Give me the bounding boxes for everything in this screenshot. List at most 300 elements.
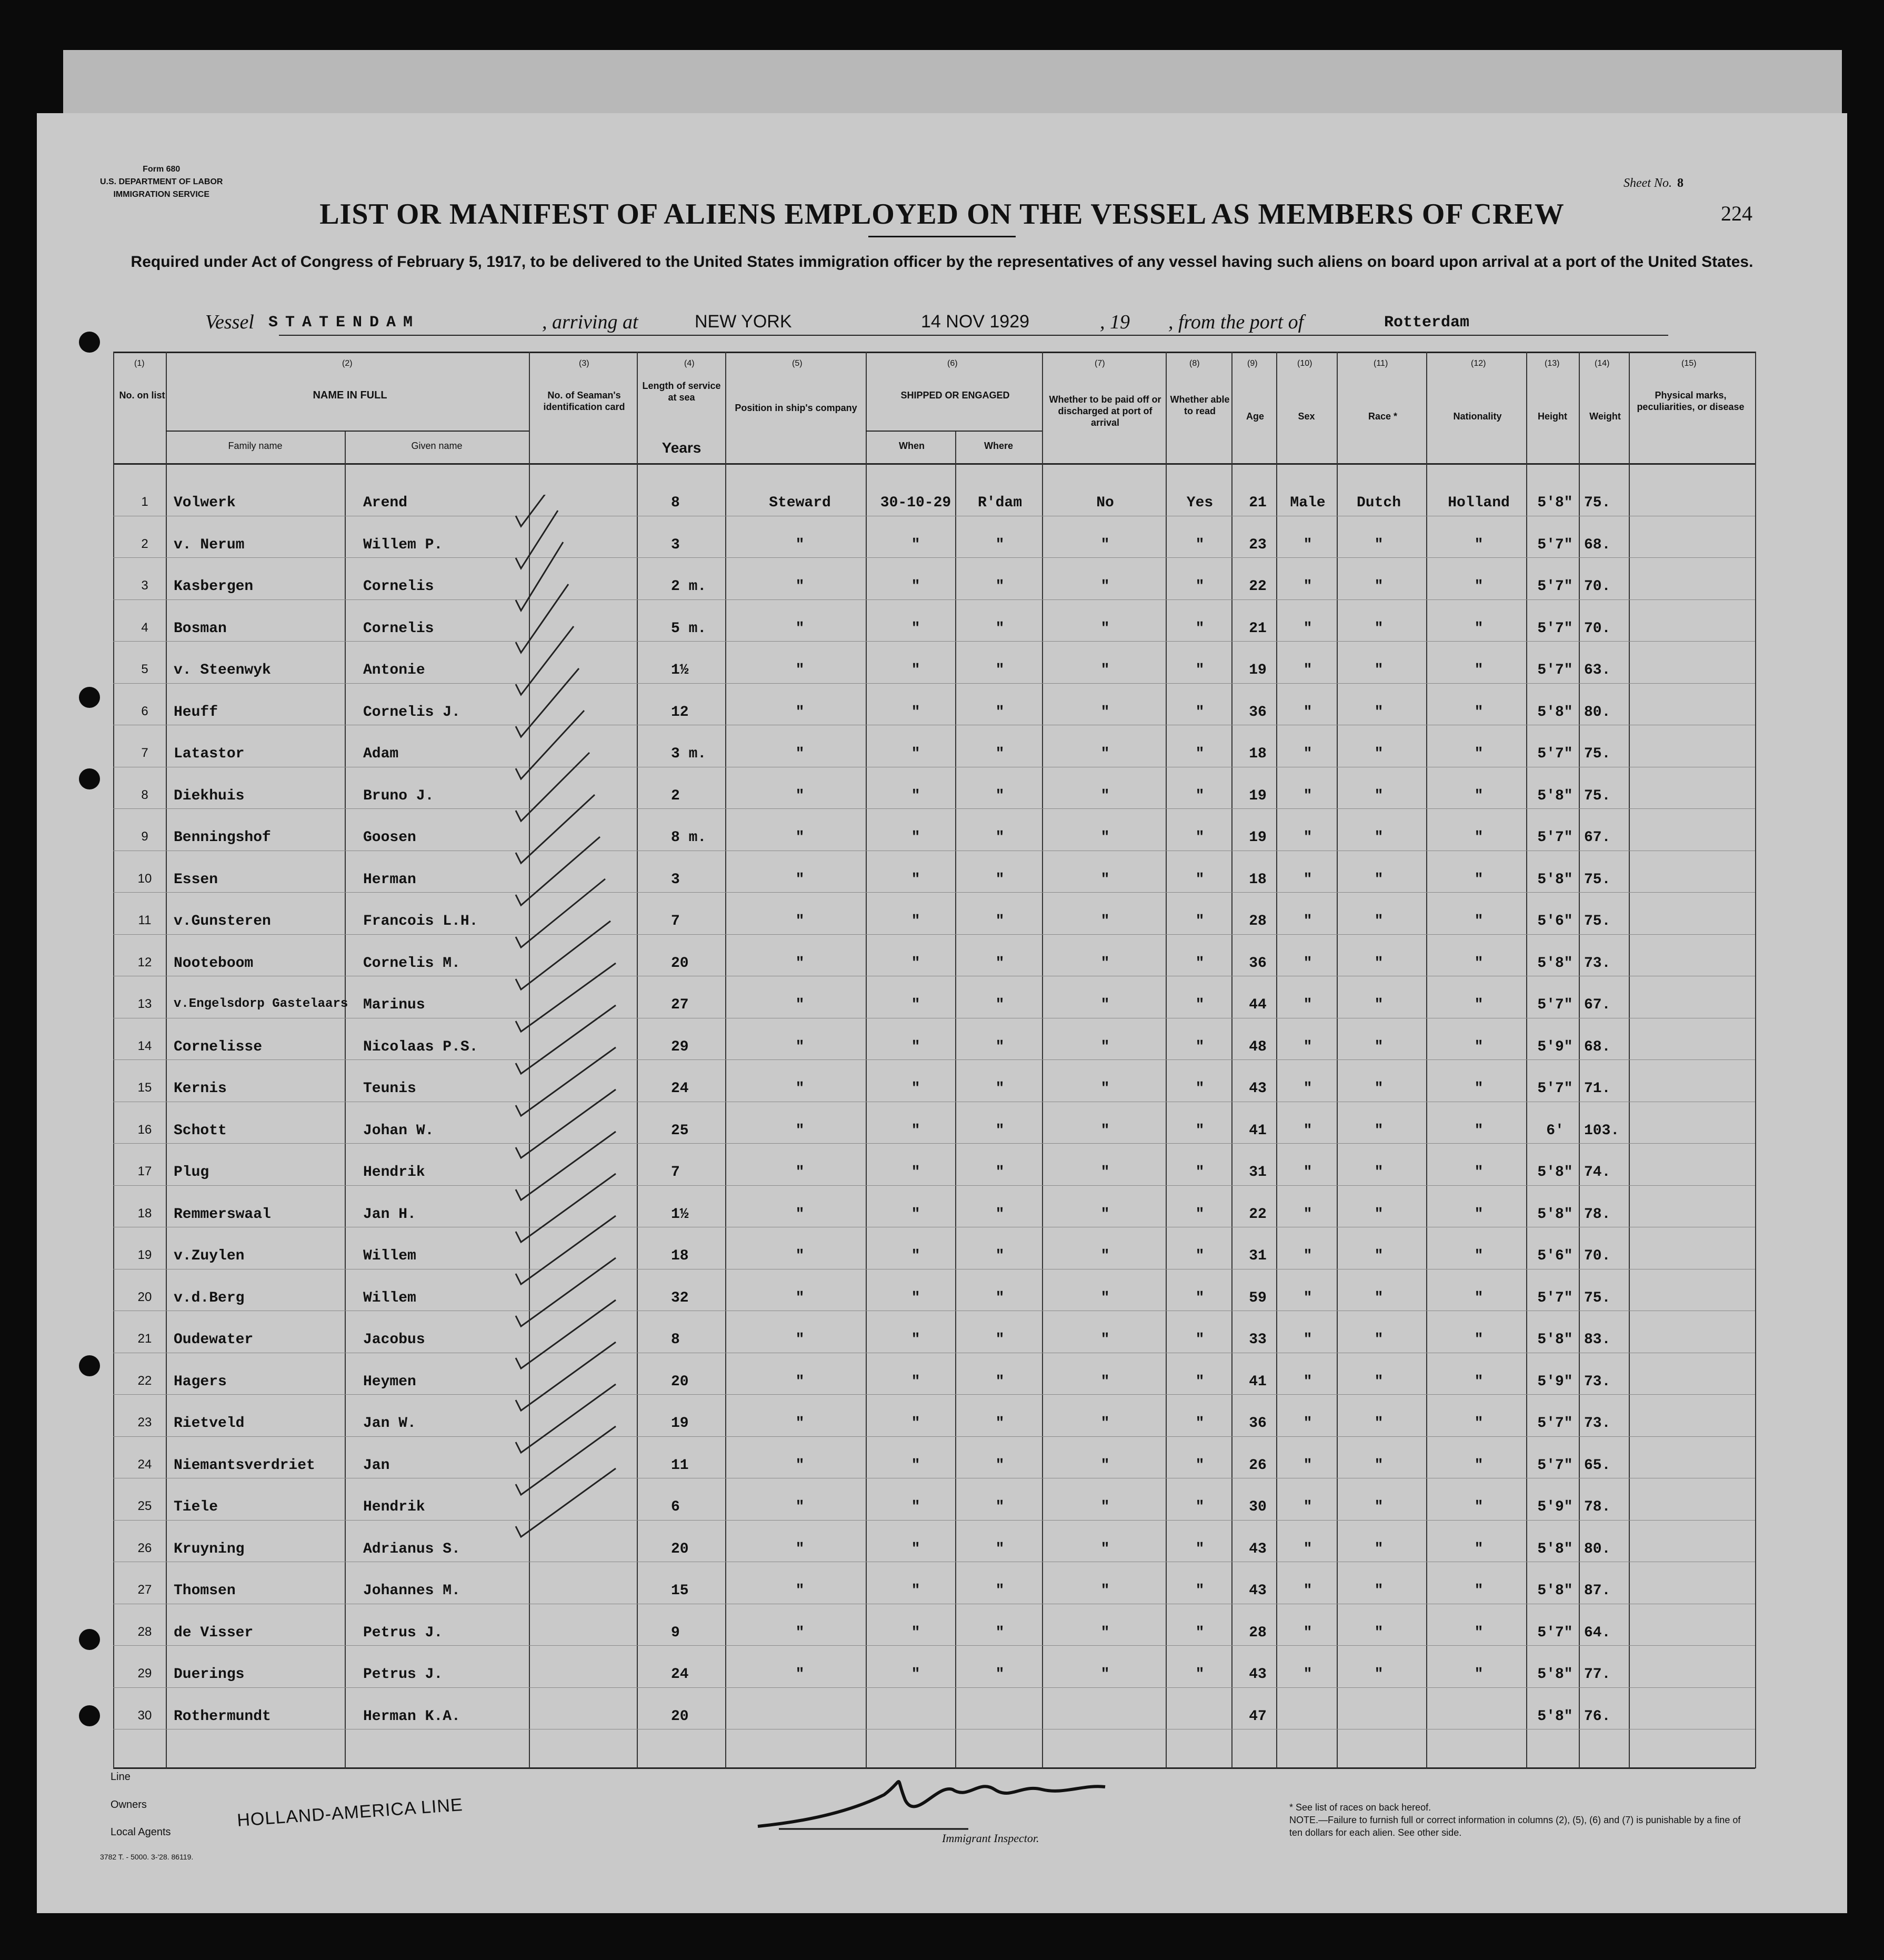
sex-cell: " bbox=[1303, 746, 1312, 762]
header-where: Where bbox=[984, 441, 1013, 451]
family-name-cell: Nooteboom bbox=[174, 955, 254, 972]
header-position: Position in ship's company bbox=[735, 403, 857, 413]
family-name-cell: v.Zuylen bbox=[174, 1248, 245, 1264]
height-cell: 5'7" bbox=[1537, 620, 1573, 637]
race-note: * See list of races on back hereof. bbox=[1289, 1802, 1431, 1813]
race-cell: Dutch bbox=[1356, 495, 1401, 511]
race-cell: " bbox=[1374, 1038, 1384, 1055]
height-cell: 5'7" bbox=[1537, 1081, 1573, 1097]
position-cell: " bbox=[795, 1624, 805, 1641]
shipped-when-cell: " bbox=[911, 1038, 920, 1055]
length-of-service-cell: 8 m. bbox=[671, 829, 707, 846]
age-cell: 41 bbox=[1249, 1122, 1267, 1139]
nationality-cell: " bbox=[1474, 578, 1484, 595]
given-name-cell: Adam bbox=[363, 746, 399, 762]
height-cell: 5'7" bbox=[1537, 997, 1573, 1013]
race-cell: " bbox=[1374, 997, 1384, 1013]
age-cell: 19 bbox=[1249, 787, 1267, 804]
weight-cell: 75. bbox=[1584, 495, 1611, 511]
table-row bbox=[0, 641, 1884, 683]
row-number-cell: 24 bbox=[137, 1457, 152, 1472]
family-name-cell: Kernis bbox=[174, 1081, 227, 1097]
discharged-cell: " bbox=[1100, 620, 1110, 637]
shipped-when-cell: " bbox=[911, 1248, 920, 1264]
able-to-read-cell: " bbox=[1195, 997, 1205, 1013]
row-number-cell: 13 bbox=[137, 997, 152, 1011]
age-cell: 31 bbox=[1249, 1248, 1267, 1264]
race-cell: " bbox=[1374, 1457, 1384, 1474]
footer-notes bbox=[1289, 1801, 1752, 1839]
family-name-cell: Duerings bbox=[174, 1666, 245, 1683]
shipped-when-cell: " bbox=[911, 829, 920, 846]
sex-cell: " bbox=[1303, 1164, 1312, 1181]
able-to-read-cell: " bbox=[1195, 1081, 1205, 1097]
shipped-where-cell: " bbox=[995, 829, 1005, 846]
shipped-when-cell: " bbox=[911, 1541, 920, 1557]
shipped-when-cell: 30-10-29 bbox=[880, 495, 951, 511]
discharged-cell: " bbox=[1100, 1248, 1110, 1264]
sex-cell: " bbox=[1303, 1081, 1312, 1097]
table-row bbox=[0, 1185, 1884, 1227]
height-cell: 5'7" bbox=[1537, 578, 1573, 595]
row-number-cell: 15 bbox=[137, 1081, 152, 1095]
age-cell: 43 bbox=[1249, 1081, 1267, 1097]
binding-hole bbox=[79, 1355, 100, 1376]
family-name-cell: Diekhuis bbox=[174, 787, 245, 804]
height-cell: 5'6" bbox=[1537, 1248, 1573, 1264]
table-row bbox=[0, 976, 1884, 1018]
shipped-where-cell: " bbox=[995, 704, 1005, 721]
family-name-cell: Kasbergen bbox=[174, 578, 254, 595]
position-cell: " bbox=[795, 787, 805, 804]
given-name-cell: Antonie bbox=[363, 662, 425, 678]
discharged-cell: " bbox=[1100, 1499, 1110, 1515]
shipped-where-cell: " bbox=[995, 1248, 1005, 1264]
height-cell: 5'9" bbox=[1537, 1499, 1573, 1515]
sex-cell: " bbox=[1303, 1457, 1312, 1474]
able-to-read-cell: " bbox=[1195, 536, 1205, 553]
position-cell: " bbox=[795, 1457, 805, 1474]
height-cell: 5'8" bbox=[1537, 1666, 1573, 1683]
header-length-units: Years bbox=[662, 439, 702, 456]
able-to-read-cell: " bbox=[1195, 1038, 1205, 1055]
length-of-service-cell: 3 bbox=[671, 536, 680, 553]
row-number-cell: 29 bbox=[137, 1666, 152, 1681]
inspector-label: Immigrant Inspector. bbox=[942, 1832, 1039, 1845]
binding-hole bbox=[79, 768, 100, 789]
table-row bbox=[0, 683, 1884, 725]
shipped-when-cell: " bbox=[911, 787, 920, 804]
nationality-cell: " bbox=[1474, 746, 1484, 762]
sheet-number bbox=[1624, 176, 1683, 191]
table-row bbox=[0, 851, 1884, 893]
position-cell: " bbox=[795, 829, 805, 846]
height-cell: 5'7" bbox=[1537, 536, 1573, 553]
discharged-cell: " bbox=[1100, 704, 1110, 721]
discharged-cell: " bbox=[1100, 1122, 1110, 1139]
length-of-service-cell: 18 bbox=[671, 1248, 689, 1264]
row-number-cell: 2 bbox=[141, 536, 148, 551]
age-cell: 19 bbox=[1249, 829, 1267, 846]
row-number-cell: 25 bbox=[137, 1499, 152, 1513]
sex-cell: " bbox=[1303, 955, 1312, 972]
table-row bbox=[0, 934, 1884, 976]
shipped-where-cell: " bbox=[995, 1415, 1005, 1432]
position-cell: " bbox=[795, 1122, 805, 1139]
discharged-cell: " bbox=[1100, 913, 1110, 929]
age-cell: 18 bbox=[1249, 746, 1267, 762]
race-cell: " bbox=[1374, 1081, 1384, 1097]
shipped-where-cell: " bbox=[995, 1332, 1005, 1348]
age-cell: 21 bbox=[1249, 620, 1267, 637]
title-underline bbox=[868, 236, 1016, 237]
sex-cell: " bbox=[1303, 871, 1312, 888]
sex-cell: " bbox=[1303, 997, 1312, 1013]
race-cell: " bbox=[1374, 1499, 1384, 1515]
form-meta bbox=[100, 163, 223, 201]
discharged-cell: " bbox=[1100, 1081, 1110, 1097]
able-to-read-cell: " bbox=[1195, 1373, 1205, 1390]
age-cell: 43 bbox=[1249, 1541, 1267, 1557]
age-cell: 31 bbox=[1249, 1164, 1267, 1181]
sex-cell: " bbox=[1303, 829, 1312, 846]
weight-cell: 63. bbox=[1584, 662, 1611, 678]
family-name-cell: v. Nerum bbox=[174, 536, 245, 553]
header-seaman-card: No. of Seaman's identification card bbox=[543, 390, 625, 412]
sex-cell: " bbox=[1303, 662, 1312, 678]
length-of-service-cell: 11 bbox=[671, 1457, 689, 1474]
family-name-cell: Volwerk bbox=[174, 495, 236, 511]
arriving-label: , arriving at bbox=[542, 311, 638, 333]
row-number-cell: 4 bbox=[141, 620, 148, 635]
row-number-cell: 14 bbox=[137, 1038, 152, 1053]
col-num-14: (14) bbox=[1595, 359, 1610, 368]
table-row bbox=[0, 1604, 1884, 1646]
given-name-cell: Willem bbox=[363, 1248, 416, 1264]
row-number-cell: 22 bbox=[137, 1373, 152, 1388]
header-race: Race * bbox=[1368, 411, 1398, 422]
able-to-read-cell: " bbox=[1195, 746, 1205, 762]
shipped-when-cell: " bbox=[911, 871, 920, 888]
length-of-service-cell: 1½ bbox=[671, 1206, 689, 1223]
header-length-service: Length of service at sea bbox=[642, 381, 721, 403]
shipped-where-cell: " bbox=[995, 1583, 1005, 1599]
nationality-cell: " bbox=[1474, 1332, 1484, 1348]
col-num-8: (8) bbox=[1189, 359, 1200, 368]
sex-cell: " bbox=[1303, 787, 1312, 804]
header-top-rule bbox=[113, 352, 1755, 353]
row-number-cell: 18 bbox=[137, 1206, 152, 1221]
height-cell: 5'7" bbox=[1537, 829, 1573, 846]
binding-hole bbox=[79, 332, 100, 353]
family-name-cell: Hagers bbox=[174, 1373, 227, 1390]
nationality-cell: " bbox=[1474, 997, 1484, 1013]
given-name-cell: Jan W. bbox=[363, 1415, 416, 1432]
discharged-cell: " bbox=[1100, 1373, 1110, 1390]
family-name-cell: Essen bbox=[174, 871, 218, 888]
weight-cell: 77. bbox=[1584, 1666, 1611, 1683]
family-name-cell: Benningshof bbox=[174, 829, 271, 846]
table-row bbox=[0, 1311, 1884, 1353]
discharged-cell: " bbox=[1100, 746, 1110, 762]
able-to-read-cell: " bbox=[1195, 1624, 1205, 1641]
table-row bbox=[0, 1436, 1884, 1478]
header-age: Age bbox=[1246, 411, 1264, 422]
position-cell: " bbox=[795, 1081, 805, 1097]
header-weight: Weight bbox=[1589, 411, 1621, 422]
vessel-name: STATENDAM bbox=[268, 314, 420, 332]
discharged-cell: No bbox=[1096, 495, 1114, 511]
weight-cell: 68. bbox=[1584, 1038, 1611, 1055]
length-of-service-cell: 5 m. bbox=[671, 620, 707, 637]
position-cell: " bbox=[795, 620, 805, 637]
col-num-15: (15) bbox=[1681, 359, 1697, 368]
position-cell: " bbox=[795, 662, 805, 678]
nationality-cell: " bbox=[1474, 662, 1484, 678]
position-cell: " bbox=[795, 997, 805, 1013]
company-stamp: HOLLAND-AMERICA LINE bbox=[236, 1795, 464, 1831]
age-cell: 36 bbox=[1249, 1415, 1267, 1432]
header-nationality: Nationality bbox=[1453, 411, 1502, 422]
discharged-cell: " bbox=[1100, 1415, 1110, 1432]
shipped-where-cell: " bbox=[995, 787, 1005, 804]
height-cell: 5'8" bbox=[1537, 1332, 1573, 1348]
sex-cell: " bbox=[1303, 578, 1312, 595]
discharged-cell: " bbox=[1100, 787, 1110, 804]
weight-cell: 75. bbox=[1584, 787, 1611, 804]
weight-cell: 83. bbox=[1584, 1332, 1611, 1348]
race-cell: " bbox=[1374, 1373, 1384, 1390]
sex-cell: " bbox=[1303, 1332, 1312, 1348]
discharged-cell: " bbox=[1100, 1541, 1110, 1557]
nationality-cell: " bbox=[1474, 1248, 1484, 1264]
length-of-service-cell: 29 bbox=[671, 1038, 689, 1055]
able-to-read-cell: " bbox=[1195, 829, 1205, 846]
table-row bbox=[0, 1353, 1884, 1395]
able-to-read-cell: " bbox=[1195, 704, 1205, 721]
row-number-cell: 12 bbox=[137, 955, 152, 969]
row-number-cell: 11 bbox=[138, 913, 152, 927]
family-name-cell: Rothermundt bbox=[174, 1708, 271, 1725]
sex-cell: " bbox=[1303, 536, 1312, 553]
length-of-service-cell: 3 bbox=[671, 871, 680, 888]
header-discharged: Whether to be paid off or discharged at port of arrival bbox=[1049, 394, 1161, 428]
nationality-cell: " bbox=[1474, 536, 1484, 553]
document-subtitle: Required under Act of Congress of February 5, 1917, to be delivered to the United States immigration officer by the representatives of any vessel having such aliens on board upon arrival at a port of the United States. bbox=[131, 253, 1753, 271]
table-row bbox=[0, 1227, 1884, 1269]
able-to-read-cell: " bbox=[1195, 1206, 1205, 1223]
height-cell: 5'8" bbox=[1537, 955, 1573, 972]
nationality-cell: Holland bbox=[1448, 495, 1510, 511]
shipped-where-cell: " bbox=[995, 1289, 1005, 1306]
shipped-where-cell: " bbox=[995, 1122, 1005, 1139]
binding-hole bbox=[79, 1629, 100, 1650]
discharged-cell: " bbox=[1100, 871, 1110, 888]
race-cell: " bbox=[1374, 829, 1384, 846]
weight-cell: 80. bbox=[1584, 704, 1611, 721]
age-cell: 41 bbox=[1249, 1373, 1267, 1390]
weight-cell: 75. bbox=[1584, 1289, 1611, 1306]
given-name-cell: Adrianus S. bbox=[363, 1541, 460, 1557]
discharged-cell: " bbox=[1100, 1457, 1110, 1474]
row-number-cell: 28 bbox=[137, 1624, 152, 1639]
position-cell: " bbox=[795, 536, 805, 553]
shipped-when-cell: " bbox=[911, 704, 920, 721]
nationality-cell: " bbox=[1474, 1081, 1484, 1097]
family-name-cell: Kruyning bbox=[174, 1541, 245, 1557]
weight-cell: 64. bbox=[1584, 1624, 1611, 1641]
nationality-cell: " bbox=[1474, 1373, 1484, 1390]
weight-cell: 73. bbox=[1584, 955, 1611, 972]
height-cell: 5'8" bbox=[1537, 1206, 1573, 1223]
nationality-cell: " bbox=[1474, 1122, 1484, 1139]
nationality-cell: " bbox=[1474, 913, 1484, 929]
weight-cell: 73. bbox=[1584, 1415, 1611, 1432]
position-cell: " bbox=[795, 1666, 805, 1683]
form-number: Form 680 bbox=[143, 165, 181, 174]
row-number-cell: 27 bbox=[137, 1583, 152, 1597]
col-num-12: (12) bbox=[1471, 359, 1486, 368]
shipped-where-cell: " bbox=[995, 955, 1005, 972]
given-name-cell: Petrus J. bbox=[363, 1624, 443, 1641]
given-name-cell: Francois L.H. bbox=[363, 913, 478, 929]
sex-cell: " bbox=[1303, 1624, 1312, 1641]
weight-cell: 65. bbox=[1584, 1457, 1611, 1474]
age-cell: 47 bbox=[1249, 1708, 1267, 1725]
col-num-3: (3) bbox=[579, 359, 589, 368]
arrival-date: 14 NOV 1929 bbox=[921, 312, 1030, 332]
col-num-10: (10) bbox=[1297, 359, 1312, 368]
given-name-cell: Bruno J. bbox=[363, 787, 434, 804]
able-to-read-cell: " bbox=[1195, 1666, 1205, 1683]
table-row bbox=[0, 1143, 1884, 1185]
weight-cell: 80. bbox=[1584, 1541, 1611, 1557]
position-cell: " bbox=[795, 578, 805, 595]
shipped-when-cell: " bbox=[911, 1332, 920, 1348]
position-cell: " bbox=[795, 1583, 805, 1599]
given-name-cell: Cornelis bbox=[363, 578, 434, 595]
shipped-where-cell: " bbox=[995, 1206, 1005, 1223]
family-name-cell: Cornelisse bbox=[174, 1038, 263, 1055]
row-number-cell: 6 bbox=[141, 704, 148, 718]
nationality-cell: " bbox=[1474, 1666, 1484, 1683]
family-name-cell: Heuff bbox=[174, 704, 218, 721]
discharged-cell: " bbox=[1100, 1624, 1110, 1641]
sex-cell: " bbox=[1303, 1206, 1312, 1223]
given-name-cell: Teunis bbox=[363, 1081, 416, 1097]
row-number-cell: 30 bbox=[137, 1708, 152, 1723]
shipped-when-cell: " bbox=[911, 1289, 920, 1306]
age-cell: 43 bbox=[1249, 1583, 1267, 1599]
family-name-cell: Tiele bbox=[174, 1499, 218, 1515]
shipped-where-cell: " bbox=[995, 1499, 1005, 1515]
race-cell: " bbox=[1374, 1415, 1384, 1432]
row-number-cell: 26 bbox=[137, 1541, 152, 1555]
row-number-cell: 16 bbox=[137, 1122, 152, 1137]
shipped-where-cell: " bbox=[995, 1624, 1005, 1641]
able-to-read-cell: Yes bbox=[1186, 495, 1214, 511]
length-of-service-cell: 8 bbox=[671, 1332, 680, 1348]
race-cell: " bbox=[1374, 1583, 1384, 1599]
race-cell: " bbox=[1374, 1332, 1384, 1348]
race-cell: " bbox=[1374, 787, 1384, 804]
shipped-when-cell: " bbox=[911, 1206, 920, 1223]
height-cell: 5'7" bbox=[1537, 746, 1573, 762]
form-service: IMMIGRATION SERVICE bbox=[113, 190, 209, 199]
year-label: , 19 bbox=[1100, 311, 1130, 333]
vessel-line bbox=[205, 311, 1658, 337]
shipped-when-cell: " bbox=[911, 620, 920, 637]
weight-cell: 70. bbox=[1584, 578, 1611, 595]
col-num-2: (2) bbox=[342, 359, 353, 368]
length-of-service-cell: 24 bbox=[671, 1666, 689, 1683]
shipped-where-cell: " bbox=[995, 1164, 1005, 1181]
race-cell: " bbox=[1374, 704, 1384, 721]
footer-print-code: 3782 T. - 5000. 3-'28. 86119. bbox=[100, 1853, 194, 1861]
shipped-where-cell: " bbox=[995, 1541, 1005, 1557]
height-cell: 5'8" bbox=[1537, 1541, 1573, 1557]
family-name-cell: Thomsen bbox=[174, 1583, 236, 1599]
shipped-where-cell: " bbox=[995, 1038, 1005, 1055]
given-name-cell: Marinus bbox=[363, 997, 425, 1013]
weight-cell: 78. bbox=[1584, 1206, 1611, 1223]
age-cell: 26 bbox=[1249, 1457, 1267, 1474]
family-name-cell: Schott bbox=[174, 1122, 227, 1139]
table-row bbox=[0, 1562, 1884, 1604]
table-row bbox=[0, 1687, 1884, 1729]
shipped-where-cell: " bbox=[995, 1373, 1005, 1390]
discharged-cell: " bbox=[1100, 662, 1110, 678]
sex-cell: " bbox=[1303, 913, 1312, 929]
shipped-where-cell: " bbox=[995, 662, 1005, 678]
table-row bbox=[0, 892, 1884, 934]
col-num-11: (11) bbox=[1374, 359, 1388, 368]
family-name-cell: Latastor bbox=[174, 746, 245, 762]
able-to-read-cell: " bbox=[1195, 1499, 1205, 1515]
race-cell: " bbox=[1374, 746, 1384, 762]
given-name-cell: Cornelis J. bbox=[363, 704, 460, 721]
age-cell: 43 bbox=[1249, 1666, 1267, 1683]
row-number-cell: 7 bbox=[141, 746, 148, 760]
table-row bbox=[0, 1269, 1884, 1311]
sex-cell: " bbox=[1303, 704, 1312, 721]
nationality-cell: " bbox=[1474, 1206, 1484, 1223]
table-row bbox=[0, 474, 1884, 516]
discharged-cell: " bbox=[1100, 955, 1110, 972]
discharged-cell: " bbox=[1100, 997, 1110, 1013]
weight-cell: 67. bbox=[1584, 829, 1611, 846]
able-to-read-cell: " bbox=[1195, 1457, 1205, 1474]
discharged-cell: " bbox=[1100, 829, 1110, 846]
race-cell: " bbox=[1374, 536, 1384, 553]
length-of-service-cell: 27 bbox=[671, 997, 689, 1013]
able-to-read-cell: " bbox=[1195, 913, 1205, 929]
discharged-cell: " bbox=[1100, 578, 1110, 595]
given-name-cell: Johan W. bbox=[363, 1122, 434, 1139]
height-cell: 5'9" bbox=[1537, 1373, 1573, 1390]
shipped-when-cell: " bbox=[911, 1499, 920, 1515]
col-num-4: (4) bbox=[684, 359, 695, 368]
row-number-cell: 19 bbox=[137, 1248, 152, 1262]
length-of-service-cell: 19 bbox=[671, 1415, 689, 1432]
height-cell: 5'8" bbox=[1537, 495, 1573, 511]
row-number-cell: 10 bbox=[137, 871, 152, 886]
length-of-service-cell: 9 bbox=[671, 1624, 680, 1641]
given-name-cell: Goosen bbox=[363, 829, 416, 846]
shipped-when-cell: " bbox=[911, 578, 920, 595]
weight-cell: 103. bbox=[1584, 1122, 1620, 1139]
given-name-cell: Herman bbox=[363, 871, 416, 888]
